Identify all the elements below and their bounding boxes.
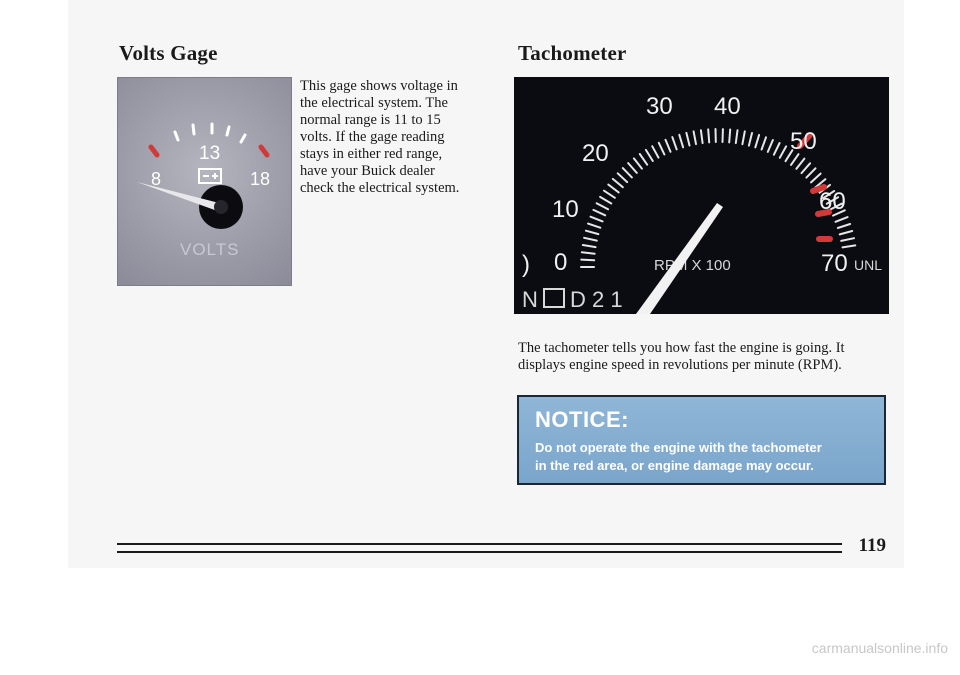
tach-tick [628, 163, 637, 173]
volts-text-line: the electrical system. The [300, 95, 448, 111]
volts-text-line: stays in either red range, [300, 146, 443, 162]
tach-label-0: 0 [554, 249, 568, 276]
tach-label-10: 10 [552, 196, 579, 223]
tach-tick [780, 146, 786, 157]
volts-label-18: 18 [250, 169, 271, 189]
tach-tick [841, 238, 854, 241]
footer-rule-top [117, 543, 842, 545]
tach-tick [686, 133, 689, 146]
tach-tick [659, 143, 665, 155]
tach-caption-line: The tachometer tells you how fast the engine is going. It [518, 340, 845, 356]
page-number: 119 [858, 535, 886, 556]
tach-tick [729, 130, 730, 143]
volts-label-13: 13 [199, 143, 221, 164]
volts-text-line: volts. If the gage reading [300, 129, 445, 145]
tach-tick [774, 143, 780, 155]
tach-tick [583, 245, 596, 247]
tach-tick [634, 158, 642, 168]
tach-caption-line: displays engine speed in revolutions per minute (RPM). [518, 357, 842, 373]
tach-edge-left: ) [522, 251, 530, 278]
tach-tick [591, 217, 603, 222]
tach-tick [604, 191, 615, 198]
footer-watermark: carmanualsonline.info [811, 640, 948, 656]
tach-label-20: 20 [582, 140, 609, 167]
tach-tick [652, 146, 658, 157]
volts-text-line: normal range is 11 to 15 [300, 112, 441, 128]
notice-title: NOTICE: [535, 407, 629, 432]
tach-tick [694, 131, 696, 144]
tach-label-40: 40 [714, 93, 741, 120]
tach-tick [840, 231, 853, 234]
tach-tick [600, 197, 611, 204]
tach-tick [666, 140, 671, 152]
volts-text-line: check the electrical system. [300, 180, 460, 196]
tach-tick [802, 163, 811, 173]
tach-tick [843, 245, 856, 247]
tach-gear-overdrive-icon [544, 289, 564, 307]
tach-tick [701, 130, 703, 143]
volts-gauge-name: VOLTS [180, 240, 240, 259]
tach-gear-n: N [522, 287, 538, 312]
tach-tick [597, 203, 609, 209]
tach-tick [762, 137, 766, 149]
tach-label-50: 50 [790, 128, 817, 155]
tach-gear-d21: D 2 1 [570, 287, 623, 312]
tach-tick [608, 185, 618, 193]
tach-tick [640, 154, 647, 165]
volts-label-8: 8 [151, 169, 162, 189]
tach-tick [613, 179, 623, 187]
volts-gauge-photo [117, 77, 292, 286]
tach-edge-right: UNL [854, 257, 883, 273]
tach-tick [791, 154, 799, 165]
tach-tick [796, 159, 804, 169]
tach-tick [623, 168, 632, 177]
tach-tick [679, 135, 683, 148]
tach-tick [749, 133, 752, 146]
volts-description [300, 78, 500, 197]
tachometer-caption [518, 340, 898, 374]
tach-tick [836, 217, 848, 222]
tach-tick [581, 260, 594, 261]
volts-text-line: have your Buick dealer [300, 163, 435, 179]
tach-label-70: 70 [821, 250, 848, 277]
notice-line: in the red area, or engine damage may occur. [535, 458, 814, 473]
tach-tick [618, 173, 628, 182]
tach-tick [586, 231, 599, 234]
tach-tick [588, 224, 600, 228]
tachometer-photo [514, 77, 889, 314]
tach-tick [672, 137, 676, 149]
tach-tick [736, 130, 738, 143]
tach-tick [708, 129, 709, 142]
tachometer-heading: Tachometer [518, 41, 627, 65]
tach-tick [806, 168, 815, 177]
notice-line: Do not operate the engine with the tachometer [535, 440, 822, 455]
tach-tick [755, 135, 759, 148]
tach-tick [838, 224, 850, 228]
tach-tick [646, 150, 653, 161]
volts-text-line: This gage shows voltage in [300, 78, 458, 94]
volts-gauge-illustration [117, 77, 292, 286]
tachometer-illustration [514, 77, 889, 314]
volts-gage-heading: Volts Gage [119, 41, 218, 65]
notice-box [517, 395, 886, 485]
tach-tick [811, 174, 821, 183]
tach-tick [742, 131, 744, 144]
tach-tick [582, 252, 595, 253]
tach-label-60: 60 [819, 188, 846, 215]
notice-text [535, 439, 822, 475]
tach-tick [768, 140, 773, 152]
tach-unit-label: RPM X 100 [654, 257, 731, 274]
footer-rule-bottom [117, 551, 842, 553]
tach-tick [584, 238, 597, 241]
tach-tick [593, 210, 605, 215]
tach-label-30: 30 [646, 93, 673, 120]
